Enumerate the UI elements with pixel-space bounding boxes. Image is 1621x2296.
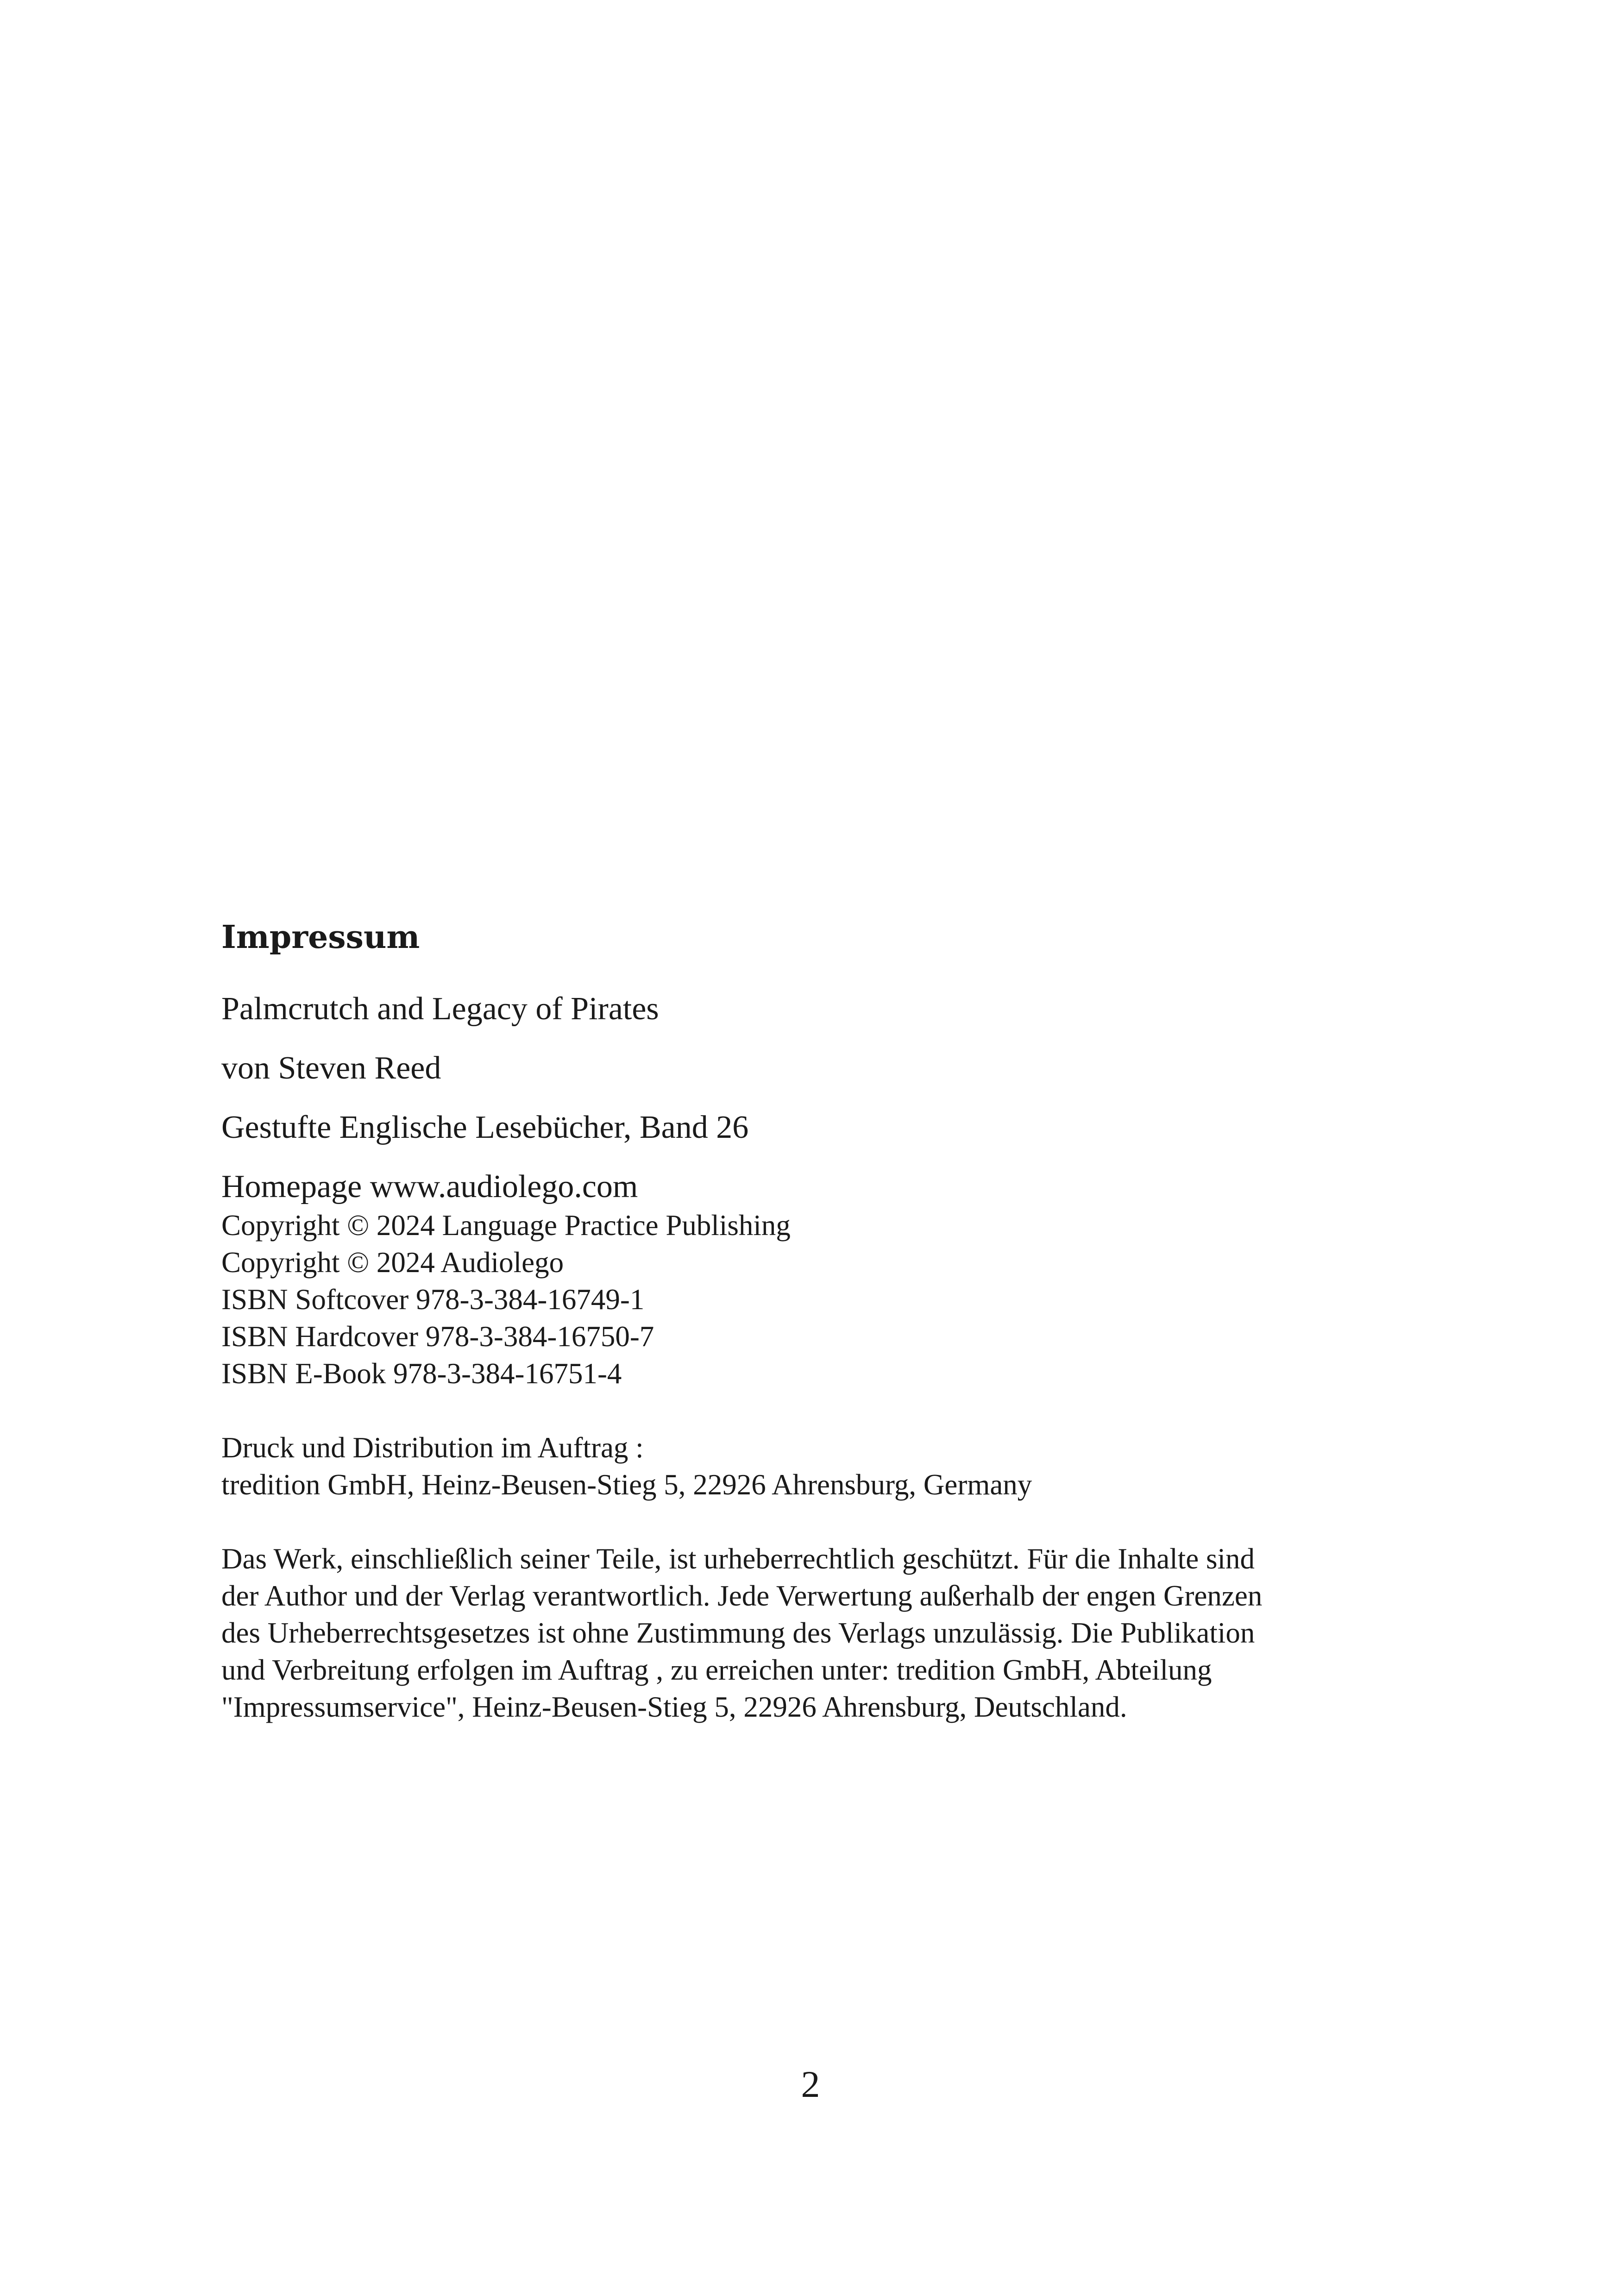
legal-notice bbox=[221, 1540, 1435, 1725]
publisher-address: tredition GmbH, Heinz-Beusen-Stieg 5, 22926 Ahrensburg, Germany bbox=[221, 1468, 1032, 1501]
copyright-line: Copyright © 2024 Audiolego bbox=[221, 1246, 564, 1279]
print-distribution-block bbox=[221, 1429, 1435, 1503]
legal-line: Das Werk, einschließlich seiner Teile, ist urheberrechtlich geschützt. Für die Inhalte sind bbox=[221, 1543, 1255, 1575]
isbn-softcover: ISBN Softcover 978-3-384-16749-1 bbox=[221, 1283, 645, 1316]
legal-line: des Urheberrechtsgesetzes ist ohne Zustimmung des Verlags unzulässig. Die Publikation bbox=[221, 1617, 1255, 1649]
copyright-line: Copyright © 2024 Language Practice Publishing bbox=[221, 1209, 791, 1242]
isbn-hardcover: ISBN Hardcover 978-3-384-16750-7 bbox=[221, 1320, 654, 1353]
page-number: 2 bbox=[801, 2063, 820, 2105]
book-title: Palmcrutch and Legacy of Pirates bbox=[221, 991, 659, 1027]
print-line: Druck und Distribution im Auftrag : bbox=[221, 1431, 644, 1464]
imprint-heading: Impressum bbox=[221, 919, 420, 956]
legal-line: der Author und der Verlag verantwortlich. Jede Verwertung außerhalb der engen Grenzen bbox=[221, 1580, 1263, 1612]
isbn-ebook: ISBN E-Book 978-3-384-16751-4 bbox=[221, 1357, 622, 1390]
book-author: von Steven Reed bbox=[221, 1050, 441, 1086]
copyright-block bbox=[221, 1207, 1435, 1392]
legal-line: und Verbreitung erfolgen im Auftrag , zu erreichen unter: tredition GmbH, Abteilung bbox=[221, 1654, 1212, 1686]
book-series: Gestufte Englische Lesebücher, Band 26 bbox=[221, 1110, 749, 1145]
imprint-section bbox=[221, 919, 1435, 1725]
homepage-line: Homepage www.audiolego.com bbox=[221, 1169, 638, 1204]
legal-line: "Impressumservice", Heinz-Beusen-Stieg 5, 22926 Ahrensburg, Deutschland. bbox=[221, 1691, 1127, 1723]
